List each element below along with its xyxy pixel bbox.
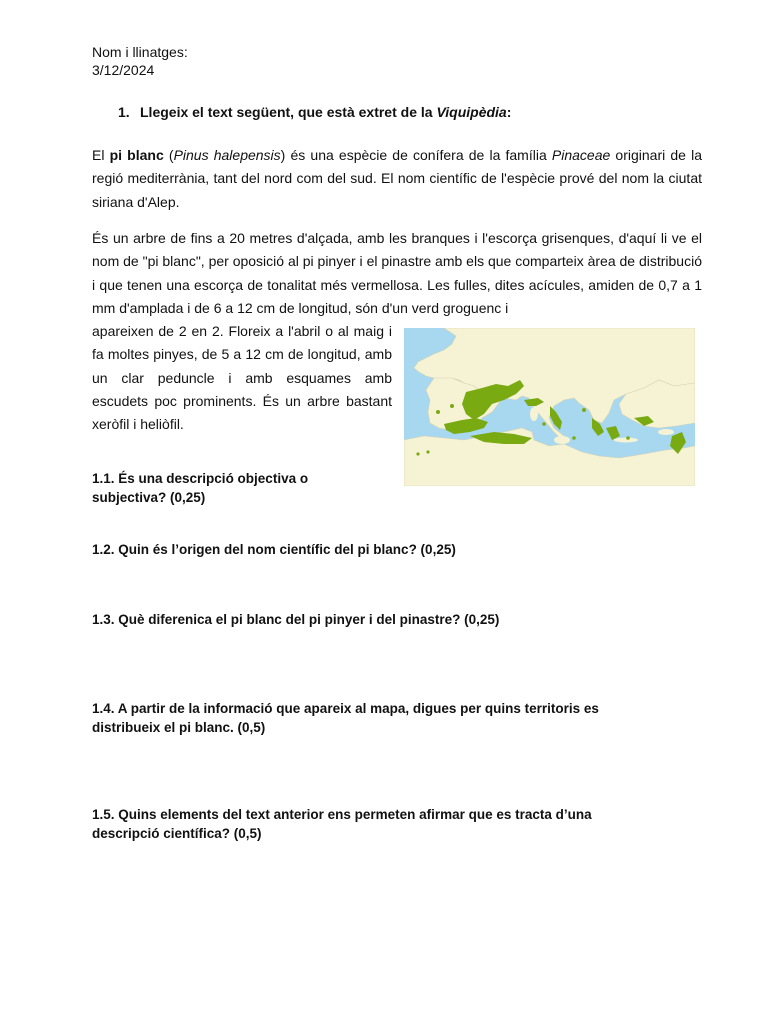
species-latin-name: Pinus halepensis xyxy=(173,147,281,163)
paragraph-2: És un arbre de fins a 20 metres d'alçada, amb les branques i l'escorça grisenques, d'aquí li ve el nom de "pi blanc", per oposició al pi pinyer i el pinastre amb els que comparteix àrea de distribució i que tenen una escorça de tonalitat més vermellosa. Les fulles, dites acícules, amiden de 0,7 a 1 mm d'amplada i de 6 a 12 cm de longitud, són d'un verd groguenc i xyxy=(92,230,702,316)
source-name: Viquipèdia xyxy=(436,104,507,120)
distribution-map xyxy=(404,328,695,486)
land-sicily xyxy=(554,436,570,444)
species-common-name: pi blanc xyxy=(109,147,164,163)
family-name: Pinaceae xyxy=(551,147,611,163)
question-1-heading xyxy=(118,104,511,120)
question-1-2: 1.2. Quin és l’origen del nom científic del pi blanc? (0,25) xyxy=(92,542,456,557)
date-label: 3/12/2024 xyxy=(92,62,155,78)
paragraph-2-wrapped: apareixen de 2 en 2. Floreix a l'abril o al maig i fa moltes pinyes, de 5 a 12 cm de longitud, amb un clar peduncle i amb esquames amb escudets poc prominents. És un arbre bastant xeròfil i heliòfil. xyxy=(92,323,392,433)
text-run: ( xyxy=(163,147,174,163)
map-graphic xyxy=(404,328,695,486)
question-1-1: 1.1. És una descripció objectiva o subjectiva? (0,25) xyxy=(92,471,309,505)
name-label: Nom i llinatges: xyxy=(92,44,188,60)
question-1-3: 1.3. Què diferenica el pi blanc del pi pinyer i del pinastre? (0,25) xyxy=(92,612,500,627)
land-crete xyxy=(614,438,638,443)
text-run: ) és una espècie de conífera de la família xyxy=(280,147,552,163)
question-1-4: 1.4. A partir de la informació que apareix al mapa, digues per quins territoris es distribueix el pi blanc. (0,5) xyxy=(92,701,599,735)
question-number: 1. xyxy=(118,104,130,120)
question-1-5: 1.5. Quins elements del text anterior ens permeten afirmar que es tracta d’una descripció científica? (0,5) xyxy=(92,807,592,841)
land-corsica-sardinia xyxy=(530,407,538,421)
text-run: originari de la regió mediterrània, tant del nord com del sud. El nom científic de l'espècie prové del nom la ciutat siriana d'Alep. xyxy=(92,147,702,210)
paragraph-1 xyxy=(92,144,702,214)
land-cyprus xyxy=(658,429,674,435)
text-run: El xyxy=(92,147,110,163)
question-1-prefix: Llegeix el text següent, que està extret de la xyxy=(140,104,437,120)
question-1-suffix: : xyxy=(506,104,512,120)
